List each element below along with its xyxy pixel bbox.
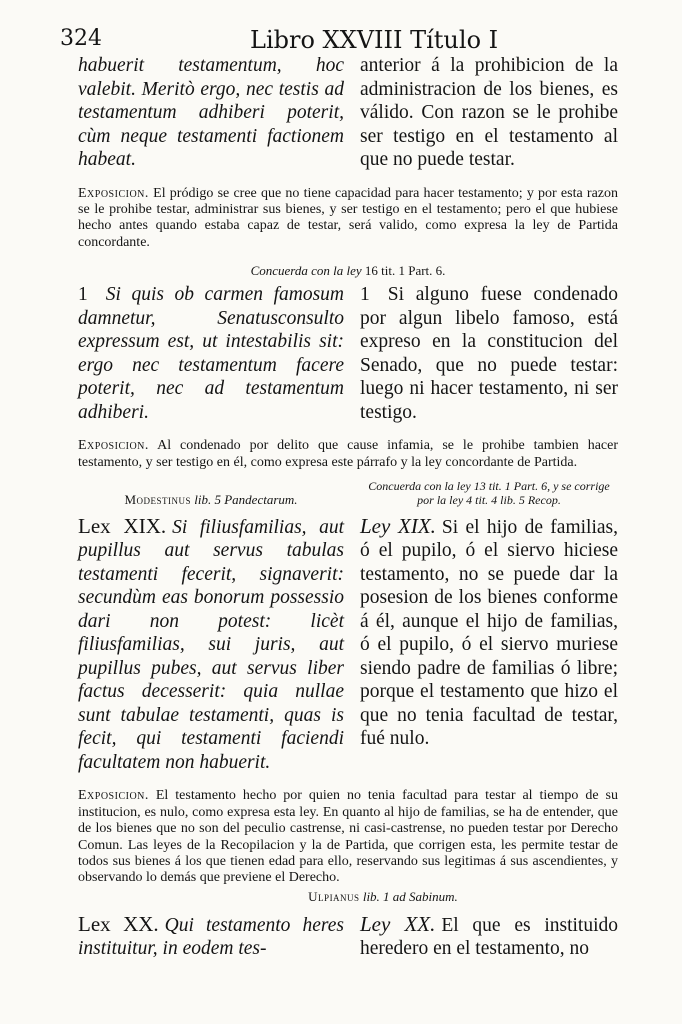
jurist-name: Ulpianus — [308, 888, 360, 904]
page — [60, 26, 619, 961]
running-title: Libro XXVIII Título I — [250, 26, 499, 54]
spanish-law-20 — [360, 913, 618, 961]
source-work: lib. 1 ad Sabinum. — [362, 888, 458, 904]
concordance-note-2: Concuerda con la ley 13 tit. 1 Part. 6, y se corrige por la ley 4 tit. 4 lib. 5 Recop. — [368, 478, 610, 507]
latin-text: Si quis ob carmen famosum damnetur, Senatusconsulto expressum est, ut intestabilis sit: ergo nec testamentum facere poterit, nec ad testamentum adhiberi. — [78, 284, 344, 423]
jurist-name: Modestinus — [124, 491, 192, 507]
law-heads — [78, 479, 618, 507]
spanish-text-continuation: anterior á la prohibicion de la administracion de los bienes, es válido. Con razon se le prohibe ser testigo en el testamento al que no puede testar. — [360, 55, 618, 170]
exposicion-1 — [78, 186, 618, 252]
latin-paragraph-1 — [78, 283, 344, 424]
exposicion-text: Al condenado por delito que cause infamia, se le prohibe tambien hacer testamento, y ser testigo en él, como expresa este párrafo y la ley concordante de Partida. — [78, 438, 618, 470]
lex-heading: Lex XX. — [78, 911, 159, 936]
source-work: lib. 5 Pandectarum. — [194, 491, 298, 507]
latin-text: Si filiusfamilias, aut pupillus aut servus tabulas testamenti fecerit, signaverit: secundùm eas bonorum possessio dari non potest: licèt filiusfamilias, sui juris, aut pupillus pubes, aut servus liber factus decesserit: quia nullae sunt tabulae testamenti, quas is fecit, qui testamenti faciendi facultatem non habuerit. — [78, 516, 344, 773]
concordance-prefix: Concuerda con la ley — [250, 263, 362, 279]
latin-law-20 — [78, 913, 344, 961]
lex-heading: Lex XIX. — [78, 513, 167, 538]
block-law-20 — [78, 913, 618, 961]
ley-heading: Ley XIX. — [360, 513, 436, 538]
spanish-text: El que es instituido heredero en el testamento, no — [360, 914, 619, 960]
exposicion-text: El testamento hecho por quien no tenia facultad para testar al tiempo de su institucion, es nulo, como expresa esta ley. En quanto al hijo de familias, se ha de entender, que de los bienes que no son del peculio castrense, ni casi-castrense, no pueden testar por Derecho Comun. Las leyes de la Recopilacion y la de Partida, que corrigen esta, les permite testar de todos sus bienes á los que tienen edad para ello, reservando sus legitimas á sus ascendientes, y observando lo demás que previene el Derecho. — [78, 788, 618, 886]
block-paragraph-1 — [78, 283, 618, 424]
exposicion-3 — [78, 788, 618, 886]
latin-text: Qui testamento heres instituitur, in eodem tes- — [78, 914, 344, 960]
latin-text-continuation: habuerit testamentum, hoc valebit. Meritò ergo, nec testis ad testamentum adhiberi poterit, cùm neque testamenti factionem habeat. — [78, 55, 344, 170]
exposicion-label: Exposicion. — [78, 438, 149, 454]
concordance-ref: 16 tit. 1 Part. 6. — [364, 263, 446, 279]
exposicion-label: Exposicion. — [78, 185, 149, 201]
exposicion-label: Exposicion. — [78, 788, 149, 804]
paragraph-number: 1 — [360, 284, 370, 306]
paragraph-number: 1 — [78, 284, 88, 306]
source-attribution — [78, 493, 344, 507]
block-continuation — [78, 54, 618, 172]
spanish-text: Si alguno fuese condenado por algun libelo famoso, está expreso en la constitucion del Senado, que no puede testar: luego ni hacer testamento, ni ser testigo. — [360, 284, 618, 423]
concordance-note-1 — [78, 263, 618, 279]
page-header — [60, 26, 618, 54]
block-law-19 — [78, 515, 618, 775]
exposicion-text: El pródigo se cree que no tiene capacidad para hacer testamento; y por esta razon se le prohibe testar, administrar sus bienes, y ser testigo en el testamento; pero el que hubiese hecho antes quando estaba capaz de testar, será valido, como expresa la ley de Partida concordante. — [78, 185, 619, 250]
spanish-paragraph-1 — [360, 283, 618, 424]
spanish-law-19 — [360, 515, 618, 751]
page-number: 324 — [60, 26, 102, 51]
spanish-text: Si el hijo de familias, ó el pupilo, ó el siervo hiciese testamento, no se puede dar la posesion de los bienes conforme á él, aunque el hijo de familias, ó el pupilo, ó el siervo muriese siendo padre de familias ó libre; porque el testamento que hizo el que no tenia facultad de testar, fué nulo. — [360, 516, 618, 750]
ley-heading: Ley XX. — [360, 911, 436, 936]
exposicion-2 — [78, 438, 618, 471]
latin-law-19 — [78, 515, 344, 775]
source-attribution-2 — [78, 889, 618, 905]
